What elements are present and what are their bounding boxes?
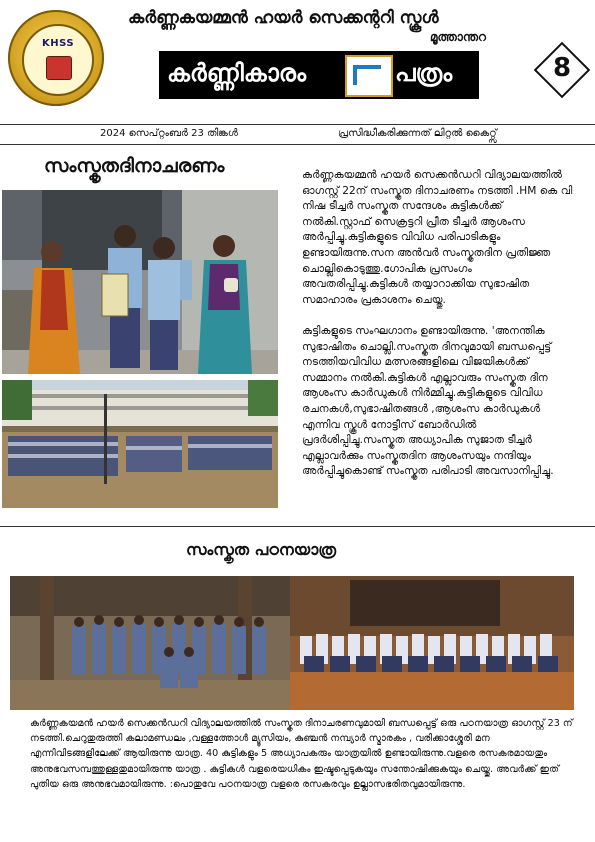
masthead-title: കര്‍ണ്ണികാരം bbox=[167, 59, 307, 87]
header-rule-top bbox=[0, 124, 595, 125]
photo-school-assembly-image bbox=[2, 380, 278, 508]
header-rule-bottom bbox=[0, 144, 595, 145]
place-name: മൂത്താന്തറ bbox=[430, 30, 487, 44]
school-logo bbox=[8, 10, 104, 106]
logo-seal bbox=[22, 24, 94, 96]
photo-girls-group bbox=[10, 576, 290, 710]
issue-date: 2024 സെപ്റ്റംബര്‍ 23 തിങ്കള്‍ bbox=[100, 128, 238, 139]
photo-award-ceremony-image bbox=[2, 190, 278, 374]
emblem-icon bbox=[46, 56, 72, 80]
photo-school-assembly bbox=[2, 380, 278, 508]
masthead-subtitle: പത്രം bbox=[395, 59, 453, 87]
kite-lines-icon bbox=[353, 65, 381, 85]
little-kites-logo-icon bbox=[345, 55, 393, 97]
publisher-line: പ്രസിദ്ധീകരിക്കുന്നത് ലിറ്റല്‍ കൈറ്റ്സ് bbox=[338, 128, 497, 139]
photo-trip-group bbox=[290, 576, 574, 710]
school-name: കര്‍ണ്ണകയമ്മന്‍ ഹയര്‍ സെക്കന്ററി സ്കൂള്‍ bbox=[128, 8, 439, 28]
photo-girls-group-image bbox=[10, 576, 290, 710]
logo-text: KHSS bbox=[41, 38, 75, 49]
section-title-sanskrit-day: സംസ്കൃതദിനാചരണം bbox=[44, 155, 225, 177]
section1-paragraph-1: കര്‍ണ്ണകയമ്മന്‍ ഹയര്‍ സെക്കന്‍ഡറി വിദ്യാലയത്തില്‍ ഓഗസ്റ്റ് 22ന് സംസ്കൃത ദിനാചരണം നടത്തി .HM കെ വി നിഷ ടീച്ചര്‍ സംസ്കൃത സന്ദേശം കുട്ടികള്‍ക്ക് നല്‍കി.സ്റ്റാഫ് സെക്രട്ടറി പ്രീത ടീച്ചര്‍ ആശംസ അര്‍പ്പിച്ചു.കുട്ടികളുടെ വിവിധ പരിപാടികളും ഉണ്ടായിരുന്നു.സന അന്‍വര്‍ സംസ്കൃതദിന പ്രതിജ്ഞ ചൊല്ലികൊടുത്തു.ഗോപിക പ്രസംഗം അവതരിപ്പിച്ചു.കുട്ടികള്‍ തയ്യാറാക്കിയ സുഭാഷിത സമാഹാരം പ്രകാശനം ചെയ്തു. bbox=[302, 169, 573, 306]
section-divider bbox=[0, 526, 595, 527]
masthead bbox=[159, 51, 479, 99]
photo-trip-group-image bbox=[290, 576, 574, 710]
section2-paragraph: കര്‍ണ്ണകയമന്‍ ഹയര്‍ സെക്കന്‍ഡറി വിദ്യാലയത്തില്‍ സംസ്കൃത ദിനാചരണവുമായി ബന്ധപ്പെട്ട് ഒരു പഠനയാത്ര ഓഗസ്റ്റ് 23 ന് നടത്തി.ചെറുതുരുത്തി കലാമണ്ഡലം ,വള്ളത്തോള്‍ മ്യൂസിയം, കുഞ്ചന്‍ നമ്പ്യാര്‍ സ്മാരകം , വരിക്കാശ്ശേരി മന എന്നിവിടങ്ങളിലേക്ക് ആയിരുന്നു യാത്ര. 40 കുട്ടികളും 5 അധ്യാപകരും യാത്രയില്‍ ഉണ്ടായിരുന്നു.വളരെ രസകരമായതും അനുഭവസമ്പത്തുള്ളതുമായിരുന്നു യാത്ര . കുട്ടികള്‍ വളരെയധികം ഇഷ്ടപ്പെടുകയും സന്തോഷിക്കുകയും ചെയ്തു. അവര്‍ക്ക് ഇത് പുതിയ ഒരു അനുഭവമായിരുന്നു. :പൊതുവേ പഠനയാത്ര വളരെ രസകരവും ഉല്ലാസഭരിതവുമായിരുന്നു. bbox=[30, 718, 573, 790]
section1-paragraph-2: കുട്ടികളുടെ സംഘഗാനം ഉണ്ടായിരുന്നു. 'അനന്തിക സുഭാഷിതം ചൊല്ലി.സംസ്കൃത ദിനവുമായി ബന്ധപ്പെട്ട് നടത്തിയവിവിധ മത്സരങ്ങളിലെ വിജയികള്‍ക്ക് സമ്മാനം നല്‍കി.കുട്ടികള്‍ എല്ലാവരും സംസ്കൃത ദിന ആശംസ കാര്‍ഡുകള്‍ നിര്‍മ്മിച്ചു.കുട്ടികളുടെ വിവിധ രചനകള്‍,സുഭാഷിതങ്ങള്‍ ,ആശംസ കാര്‍ഡുകള്‍ എന്നിവ സ്കൂള്‍ നോട്ടീസ് ബോര്‍ഡില്‍ പ്രദര്‍ശിപ്പിച്ചു.സംസ്കൃത അധ്യാപിക സുജാത ടീച്ചര്‍ എല്ലാവര്‍ക്കും സംസ്കൃതദിന ആശംസയും നന്ദിയും അര്‍പ്പിച്ചുകൊണ്ട് സംസ്കൃത പരിപാടി അവസാനിപ്പിച്ചു. bbox=[302, 325, 554, 478]
section-title-study-trip: സംസ്കൃത പഠനയാത്ര bbox=[186, 540, 336, 559]
photo-award-ceremony bbox=[2, 190, 278, 374]
issue-number: 8 bbox=[552, 53, 572, 83]
